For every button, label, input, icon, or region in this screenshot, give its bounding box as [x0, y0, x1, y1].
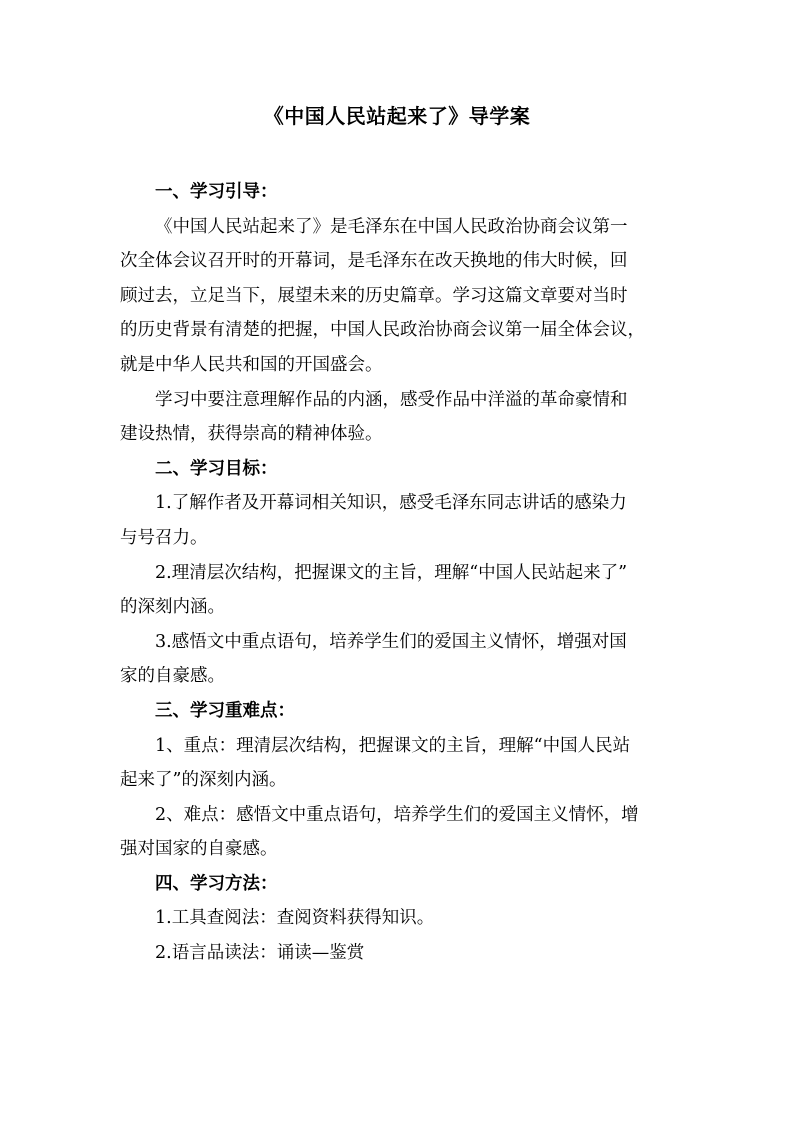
- list-item-line: 3.感悟文中重点语句，培养学生们的爱国主义情怀，增强对国: [155, 631, 627, 652]
- paragraph-line: 的历史背景有清楚的把握，中国人民政治协商会议第一届全体会议，: [120, 320, 645, 341]
- paragraph-line: 学习中要注意理解作品的内涵，感受作品中洋溢的革命豪情和: [155, 389, 628, 410]
- section-heading-key-points: 三、学习重难点：: [155, 700, 295, 721]
- paragraph-line: 次全体会议召开时的开幕词，是毛泽东在改天换地的伟大时候，回: [120, 251, 628, 272]
- paragraph-line: 顾过去，立足当下，展望未来的历史篇章。学习这篇文章要对当时: [120, 285, 628, 306]
- list-item-line: 1、重点：理清层次结构，把握课文的主旨，理解“中国人民站: [155, 735, 631, 756]
- list-item-line: 2.语言品读法：诵读—鉴赏: [155, 943, 365, 964]
- section-heading-guide: 一、学习引导：: [155, 182, 278, 202]
- document-body: [120, 175, 680, 971]
- list-item-line: 强对国家的自豪感。: [120, 839, 278, 860]
- paragraph-line: 就是中华人民共和国的开国盛会。: [120, 354, 383, 375]
- list-item-line: 2.理清层次结构，把握课文的主旨，理解“中国人民站起来了”: [155, 562, 628, 583]
- list-item-line: 1.了解作者及开幕词相关知识，感受毛泽东同志讲话的感染力: [155, 493, 627, 514]
- list-item-line: 起来了”的深刻内涵。: [120, 770, 287, 791]
- paragraph-line: 建设热情，获得崇高的精神体验。: [120, 424, 383, 445]
- document-title: 《中国人民站起来了》导学案: [263, 104, 531, 128]
- list-item-line: 的深刻内涵。: [120, 597, 225, 618]
- section-heading-methods: 四、学习方法：: [155, 873, 278, 894]
- list-item-line: 家的自豪感。: [120, 666, 225, 687]
- section-heading-objectives: 二、学习目标：: [155, 458, 278, 479]
- list-item-line: 与号召力。: [120, 527, 208, 548]
- list-item-line: 1.工具查阅法：查阅资料获得知识。: [155, 908, 435, 929]
- paragraph-line: 《中国人民站起来了》是毛泽东在中国人民政治协商会议第一: [155, 216, 628, 237]
- list-item-line: 2、难点：感悟文中重点语句，培养学生们的爱国主义情怀，增: [155, 804, 639, 825]
